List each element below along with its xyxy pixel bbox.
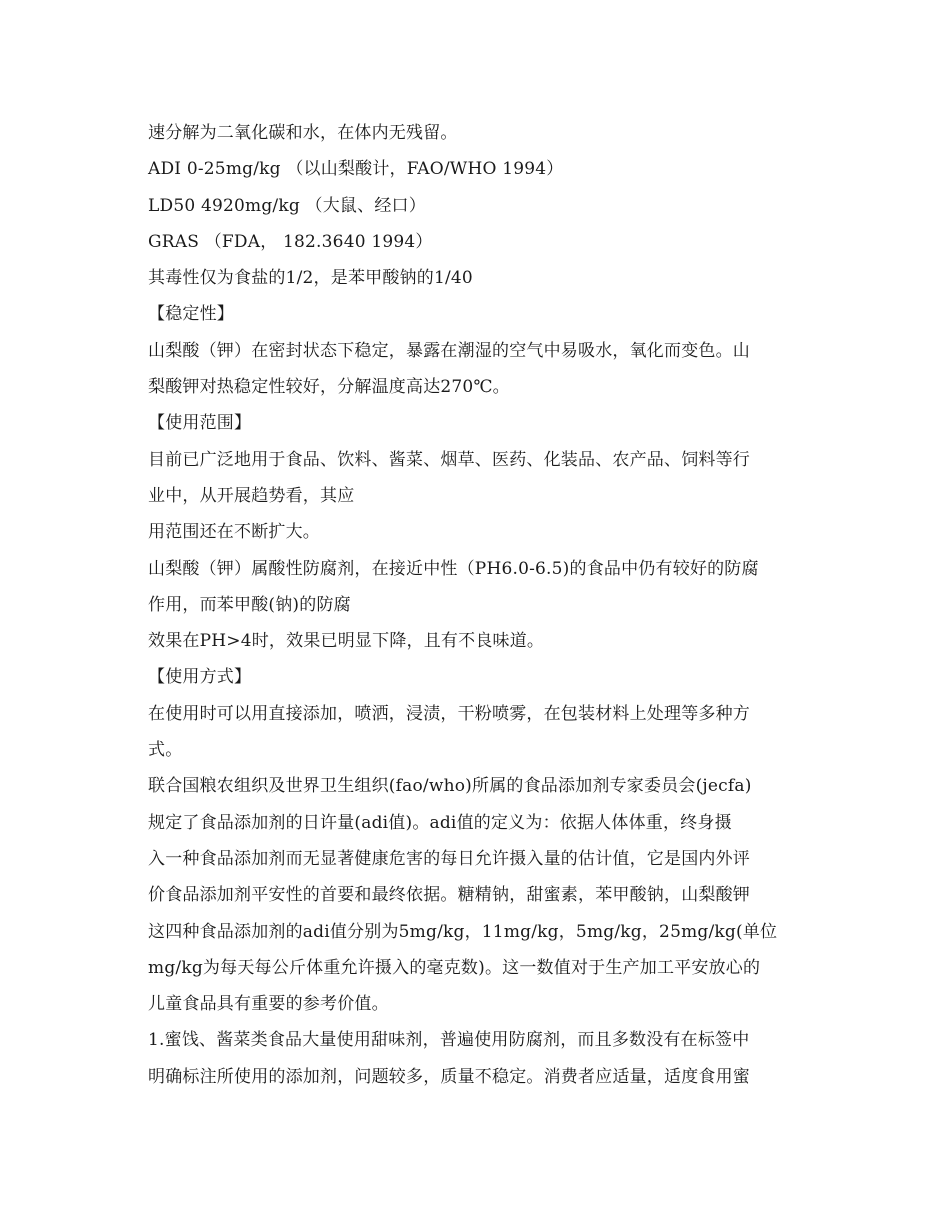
text-line: ADI 0-25mg/kg （以山梨酸计，FAO/WHO 1994） (148, 159, 564, 180)
text-line: 用范围还在不断扩大。 (148, 522, 320, 543)
text-line: 山梨酸（钾）在密封状态下稳定，暴露在潮湿的空气中易吸水，氧化而变色。山 (148, 340, 750, 361)
document-body (148, 115, 808, 1095)
text-line: 业中，从开展趋势看，其应 (148, 485, 355, 506)
text-line: 梨酸钾对热稳定性较好，分解温度高达270℃。 (148, 377, 510, 398)
text-line: GRAS （FDA， 182.3640 1994） (148, 231, 433, 252)
text-line: 其毒性仅为食盐的1/2，是苯甲酸钠的1/40 (148, 268, 473, 289)
text-line: 在使用时可以用直接添加，喷洒，浸渍，干粉喷雾，在包装材料上处理等多种方 (148, 703, 750, 724)
text-line: 价食品添加剂平安性的首要和最终依据。糖精钠，甜蜜素，苯甲酸钠，山梨酸钾 (148, 885, 750, 906)
text-line: 1.蜜饯、酱菜类食品大量使用甜味剂，普遍使用防腐剂，而且多数没有在标签中 (148, 1030, 750, 1051)
text-line: 速分解为二氧化碳和水，在体内无残留。 (148, 123, 458, 143)
section-heading: 【使用方式】 (148, 667, 252, 688)
text-line: 入一种食品添加剂而无显著健康危害的每日允许摄入量的估计值，它是国内外评 (148, 848, 750, 869)
text-line: 目前已广泛地用于食品、饮料、酱菜、烟草、医药、化装品、农产品、饲料等行 (148, 449, 750, 470)
text-line: 联合国粮农组织及世界卫生组织(fao/who)所属的食品添加剂专家委员会(jecfa) (148, 776, 752, 797)
text-line: 式。 (148, 740, 183, 761)
text-line: 儿童食品具有重要的参考价值。 (148, 994, 389, 1015)
text-line: 明确标注所使用的添加剂，问题较多，质量不稳定。消费者应适量，适度食用蜜 (148, 1066, 750, 1087)
text-line: 规定了食品添加剂的日许量(adi值)。adi值的定义为：依据人体体重，终身摄 (148, 812, 732, 833)
text-line: 作用，而苯甲酸(钠)的防腐 (148, 594, 351, 615)
text-line: 这四种食品添加剂的adi值分别为5mg/kg，11mg/kg，5mg/kg，25mg/kg(单位 (148, 921, 778, 942)
text-line: mg/kg为每天每公斤体重允许摄入的毫克数)。这一数值对于生产加工平安放心的 (148, 957, 761, 978)
text-line: 效果在PH>4时，效果已明显下降，且有不良味道。 (148, 631, 545, 652)
text-line: LD50 4920mg/kg （大鼠、经口） (148, 195, 426, 216)
section-heading: 【稳定性】 (148, 304, 234, 325)
section-heading: 【使用范围】 (148, 413, 252, 434)
text-line: 山梨酸（钾）属酸性防腐剂，在接近中性（PH6.0-6.5)的食品中仍有较好的防腐 (148, 558, 759, 579)
